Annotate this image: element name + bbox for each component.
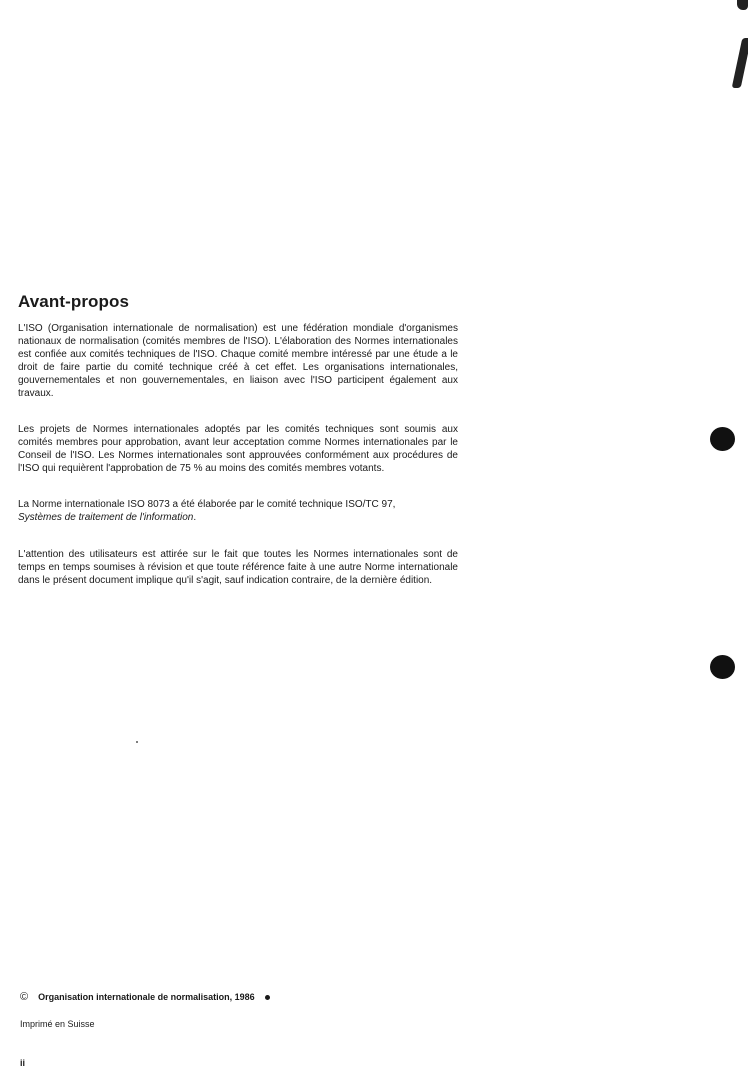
copyright-text: Organisation internationale de normalisation, 1986	[38, 992, 255, 1002]
copyright-icon: ©	[20, 991, 29, 1003]
standard-origin-end: .	[193, 512, 197, 523]
page-number: ii	[20, 1058, 26, 1068]
paragraph-standard-origin	[18, 498, 458, 524]
copyright-line	[20, 991, 270, 1003]
paragraph-iso-description: L'ISO (Organisation internationale de normalisation) est une fédération mondiale d'organismes nationaux de normalisation (comités membres de l'ISO). L'élaboration des Normes internationales est confiée aux comités techniques de l'ISO. Chaque comité membre intéressé par une étude a le droit de faire partie du comité technique créé à cet effet. Les organisations internationales, gouvernementales et non gouvernementales, en liaison avec l'ISO participent également aux travaux.	[18, 323, 458, 399]
scan-edge-mark	[737, 0, 748, 10]
bullet-icon	[265, 995, 270, 1000]
paragraph-approval-process: Les projets de Normes internationales adoptés par les comités techniques sont soumis aux comités membres pour approbation, avant leur acceptation comme Normes internationales par le Conseil de l'ISO. Les Normes internationales sont approuvées conformément aux procédures de l'ISO qui requièrent l'approbation de 75 % au moins des comités membres votants.	[18, 424, 458, 474]
committee-title: Systèmes de traitement de l'information	[18, 512, 194, 523]
binder-hole-icon	[710, 427, 735, 451]
scan-edge-mark	[732, 38, 748, 88]
printed-location: Imprimé en Suisse	[20, 1019, 95, 1029]
binder-hole-icon	[710, 655, 735, 679]
foreword-body	[18, 322, 458, 608]
paragraph-revision-notice: L'attention des utilisateurs est attirée sur le fait que toutes les Normes internationales sont de temps en temps soumises à révision et que toute référence faite à une autre Norme internationale dans le présent document implique qu'il s'agit, sauf indication contraire, de la dernière édition.	[18, 549, 458, 586]
scan-speck	[136, 741, 138, 743]
page-title: Avant-propos	[18, 292, 130, 311]
standard-origin-text: La Norme internationale ISO 8073 a été élaborée par le comité technique ISO/TC 97,	[18, 499, 396, 510]
